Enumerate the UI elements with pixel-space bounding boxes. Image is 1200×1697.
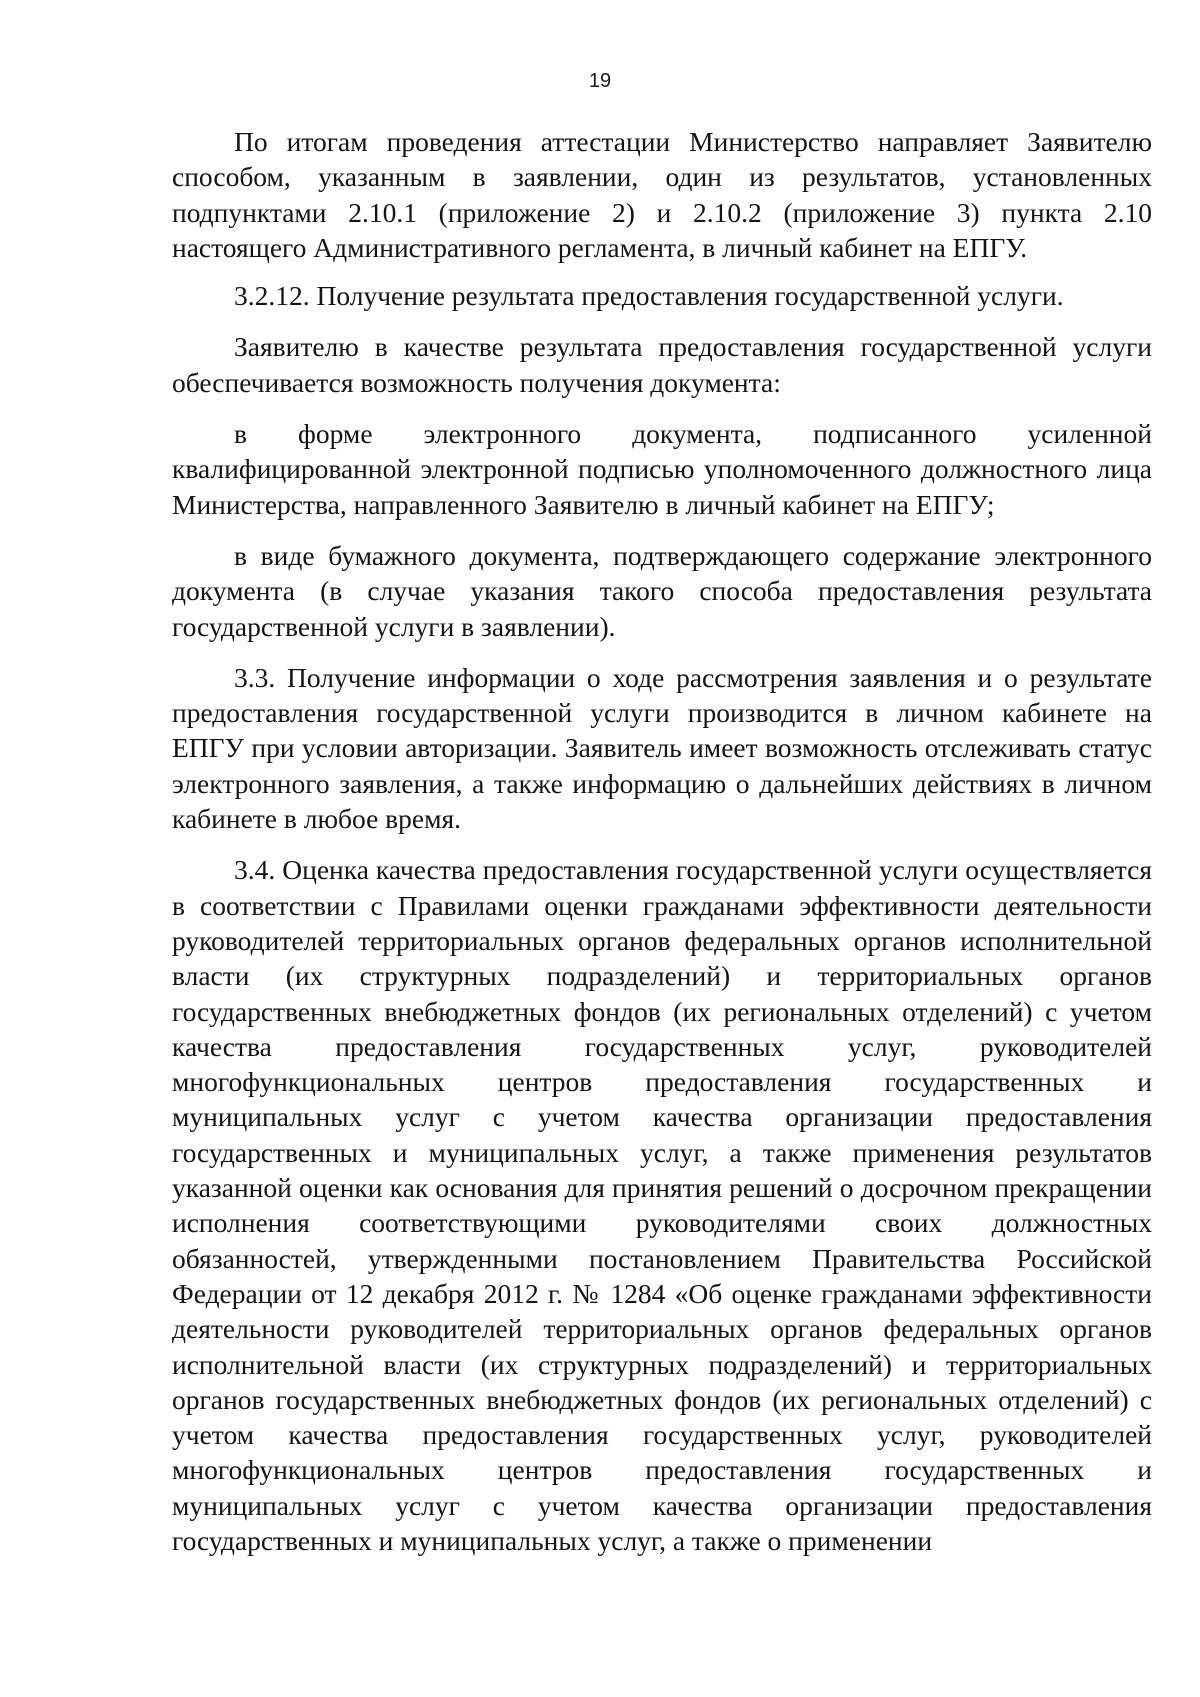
paragraph-electronic-document: в форме электронного документа, подписанного усиленной квалифицированной электронной подписью уполномоченного должностного лица Министерства, направленного Заявителю в личный кабинет на ЕПГУ;	[172, 418, 1152, 520]
paragraph-result-options-intro: Заявителю в качестве результата предоставления государственной услуги обеспечивается возможность получения документа:	[172, 331, 1152, 398]
paragraph-3-4-quality-assessment: 3.4. Оценка качества предоставления государственной услуги осуществляется в соответствии с Правилами оценки гражданами эффективности деятельности руководителей территориальных органов федеральных органов исполнительной власти (их структурных подразделений) и территориальных органов государственных внебюджетных фондов (их региональных отделений) с учетом качества предоставления государственных услуг, руководителей многофункциональных центров предоставления государственных и муниципальных услуг с учетом качества организации предоставления государственных и муниципальных услуг, а также применения результатов указанной оценки как основания для принятия решений о досрочном прекращении исполнения соответствующими руководителями своих должностных обязанностей, утвержденными постановлением Правительства Российской Федерации от 12 декабря 2012 г. № 1284 «Об оценке гражданами эффективности деятельности руководителей территориальных органов федеральных органов исполнительной власти (их структурных подразделений) и территориальных органов государственных внебюджетных фондов (их региональных отделений) с учетом качества предоставления государственных услуг, руководителей многофункциональных центров предоставления государственных и муниципальных услуг с учетом качества организации предоставления государственных и муниципальных услуг, а также о применении	[172, 854, 1152, 1556]
paragraph-3-3-status-info: 3.3. Получение информации о ходе рассмотрения заявления и о результате предоставления государственной услуги производится в личном кабинете на ЕПГУ при условии авторизации. Заявитель имеет возможность отслеживать статус электронного заявления, а также информацию о дальнейших действиях в личном кабинете в любое время.	[172, 661, 1152, 835]
paragraph-paper-document: в виде бумажного документа, подтверждающего содержание электронного документа (в случае указания такого способа предоставления результата государственной услуги в заявлении).	[172, 539, 1152, 642]
page-number: 19	[588, 70, 612, 92]
paragraph-3-2-12-heading: 3.2.12. Получение результата предоставления государственной услуги.	[234, 280, 1064, 312]
paragraph-attestation-result: По итогам проведения аттестации Министерство направляет Заявителю способом, указанным в заявлении, один из результатов, установленных подпунктами 2.10.1 (приложение 2) и 2.10.2 (приложение 3) пункта 2.10 настоящего Административного регламента, в личный кабинет на ЕПГУ.	[172, 126, 1152, 263]
document-body	[172, 124, 1152, 1558]
